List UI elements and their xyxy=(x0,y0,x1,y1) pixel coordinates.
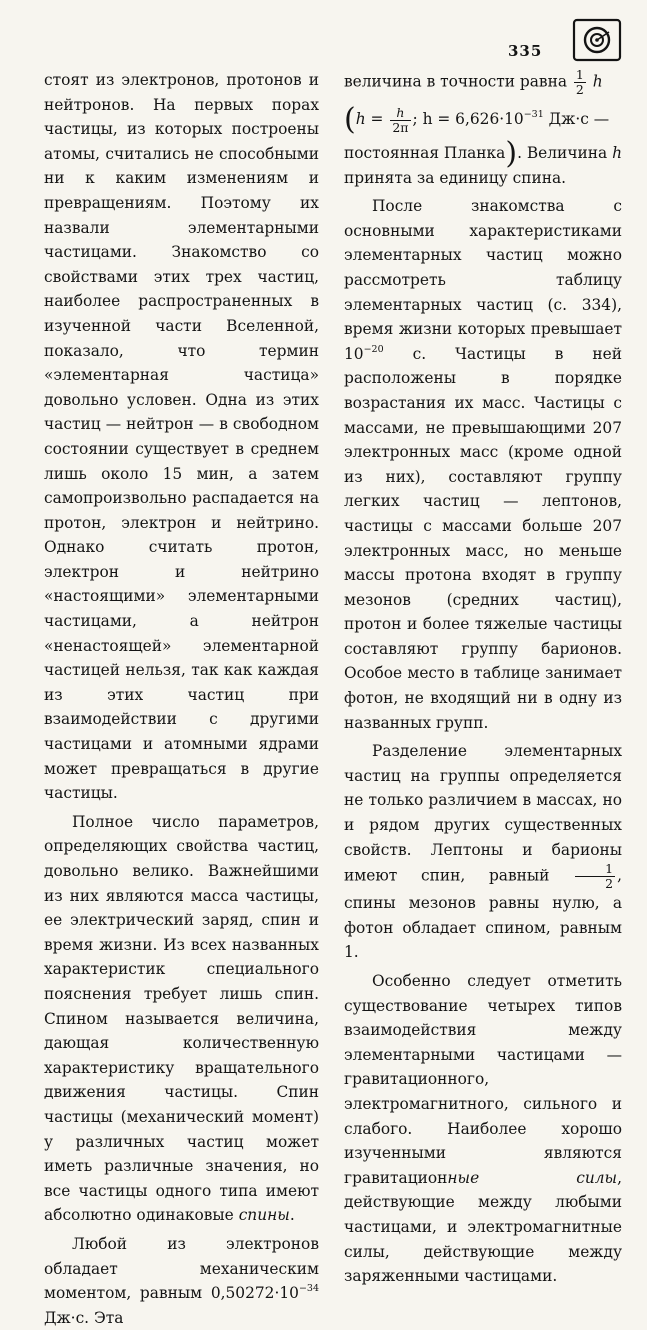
paragraph: Любой из электронов обладает механическим моментом, равным $0,50272\cdot 10^{-34}$ Дж·с. Эта xyxy=(44,1234,319,1327)
paragraph: величина в точности равна $\frac{1}{2}$ h xyxy=(344,67,603,97)
right-column xyxy=(344,68,622,1289)
paragraph: После знакомства с основными характеристиками элементарных частиц можно рассмотреть таблицу элементарных частиц (с. 334), время жизни которых превышает $10^{-20}$ с. Частицы в ней расположены в порядке возрастания их масс. Частицы с массами, не превышающими 207 электронных масс (кроме одной из них), составляют группу легких частиц — лептонов, частицы с массами больше 207 электронных масс, но меньше массы протона входят в группу мезонов (средних частиц), протон и более тяжелые частицы составляют группу барионов. Особое место в таблице занимает фотон, не входящий ни в одну из названных групп. xyxy=(344,197,622,732)
paragraph: Разделение элементарных частиц на группы определяется не только различием в массах, но и рядом других существенных свойств. Лептоны и барионы имеют спин, равный $\frac{1}{2}$ , спины мезонов равны нулю, а фотон обладает спином, равным 1. xyxy=(344,742,622,962)
paragraph: Особенно следует отметить существование четырех типов взаимодействия между элементарными частицами — гравитационного, электромагнитного, сильного и слабого. Наиболее хорошо изученными являются гравитационные силы, действующие между любыми частицами, и электромагнитные силы, действующие между заряженными частицами. xyxy=(344,972,622,1286)
target-circle-icon xyxy=(572,18,622,62)
paragraph: Полное число параметров, определяющих свойства частиц, довольно велико. Важнейшими из них являются масса частицы, ее электрический заряд, спин и время жизни. Из всех названных характеристик специального пояснения требует лишь спин. Спином называется величина, дающая количественную характеристику вращательного движения частицы. Спин частицы (механический момент) у различных частиц может иметь различные значения, но все частицы одного типа имеют абсолютно одинаковые спины. xyxy=(44,812,319,1225)
fraction-one-half: $\frac{1}{2}$ xyxy=(575,67,584,97)
left-column xyxy=(44,68,319,1330)
page-number: 335 xyxy=(508,42,543,60)
paragraph: постоянная Планка). Величина h принята за единицу спина. xyxy=(344,136,623,187)
fraction-one-half: $\frac{1}{2}$ xyxy=(575,862,615,891)
planck-formula: (h = $\frac{h}{2\pi}$ ; $h = 6,626\cdot 10^{-31}$ Дж·с — xyxy=(344,102,610,137)
paragraph: стоят из электронов, протонов и нейтронов. На первых порах частицы, из которых построены атомы, считались не способными ни к каким изменениям и превращениям. Поэтому их назвали элементарными частицами. Знакомство со свойствами этих трех частиц, наиболее распространенных в изученной части Вселенной, показало, что термин «элементарная частица» довольно условен. Одна из этих частиц — нейтрон — в свободном состоянии существует в среднем лишь около 15 мин, а затем самопроизвольно распадается на протон, электрон и нейтрино. Однако считать протон, электрон и нейтрино «настоящими» элементарными частицами, а нейтрон «ненастоящей» элементарной частицей нельзя, так как каждая из этих частиц при взаимодействии с другими частицами и атомными ядрами может превращаться в другие частицы. xyxy=(44,71,319,803)
